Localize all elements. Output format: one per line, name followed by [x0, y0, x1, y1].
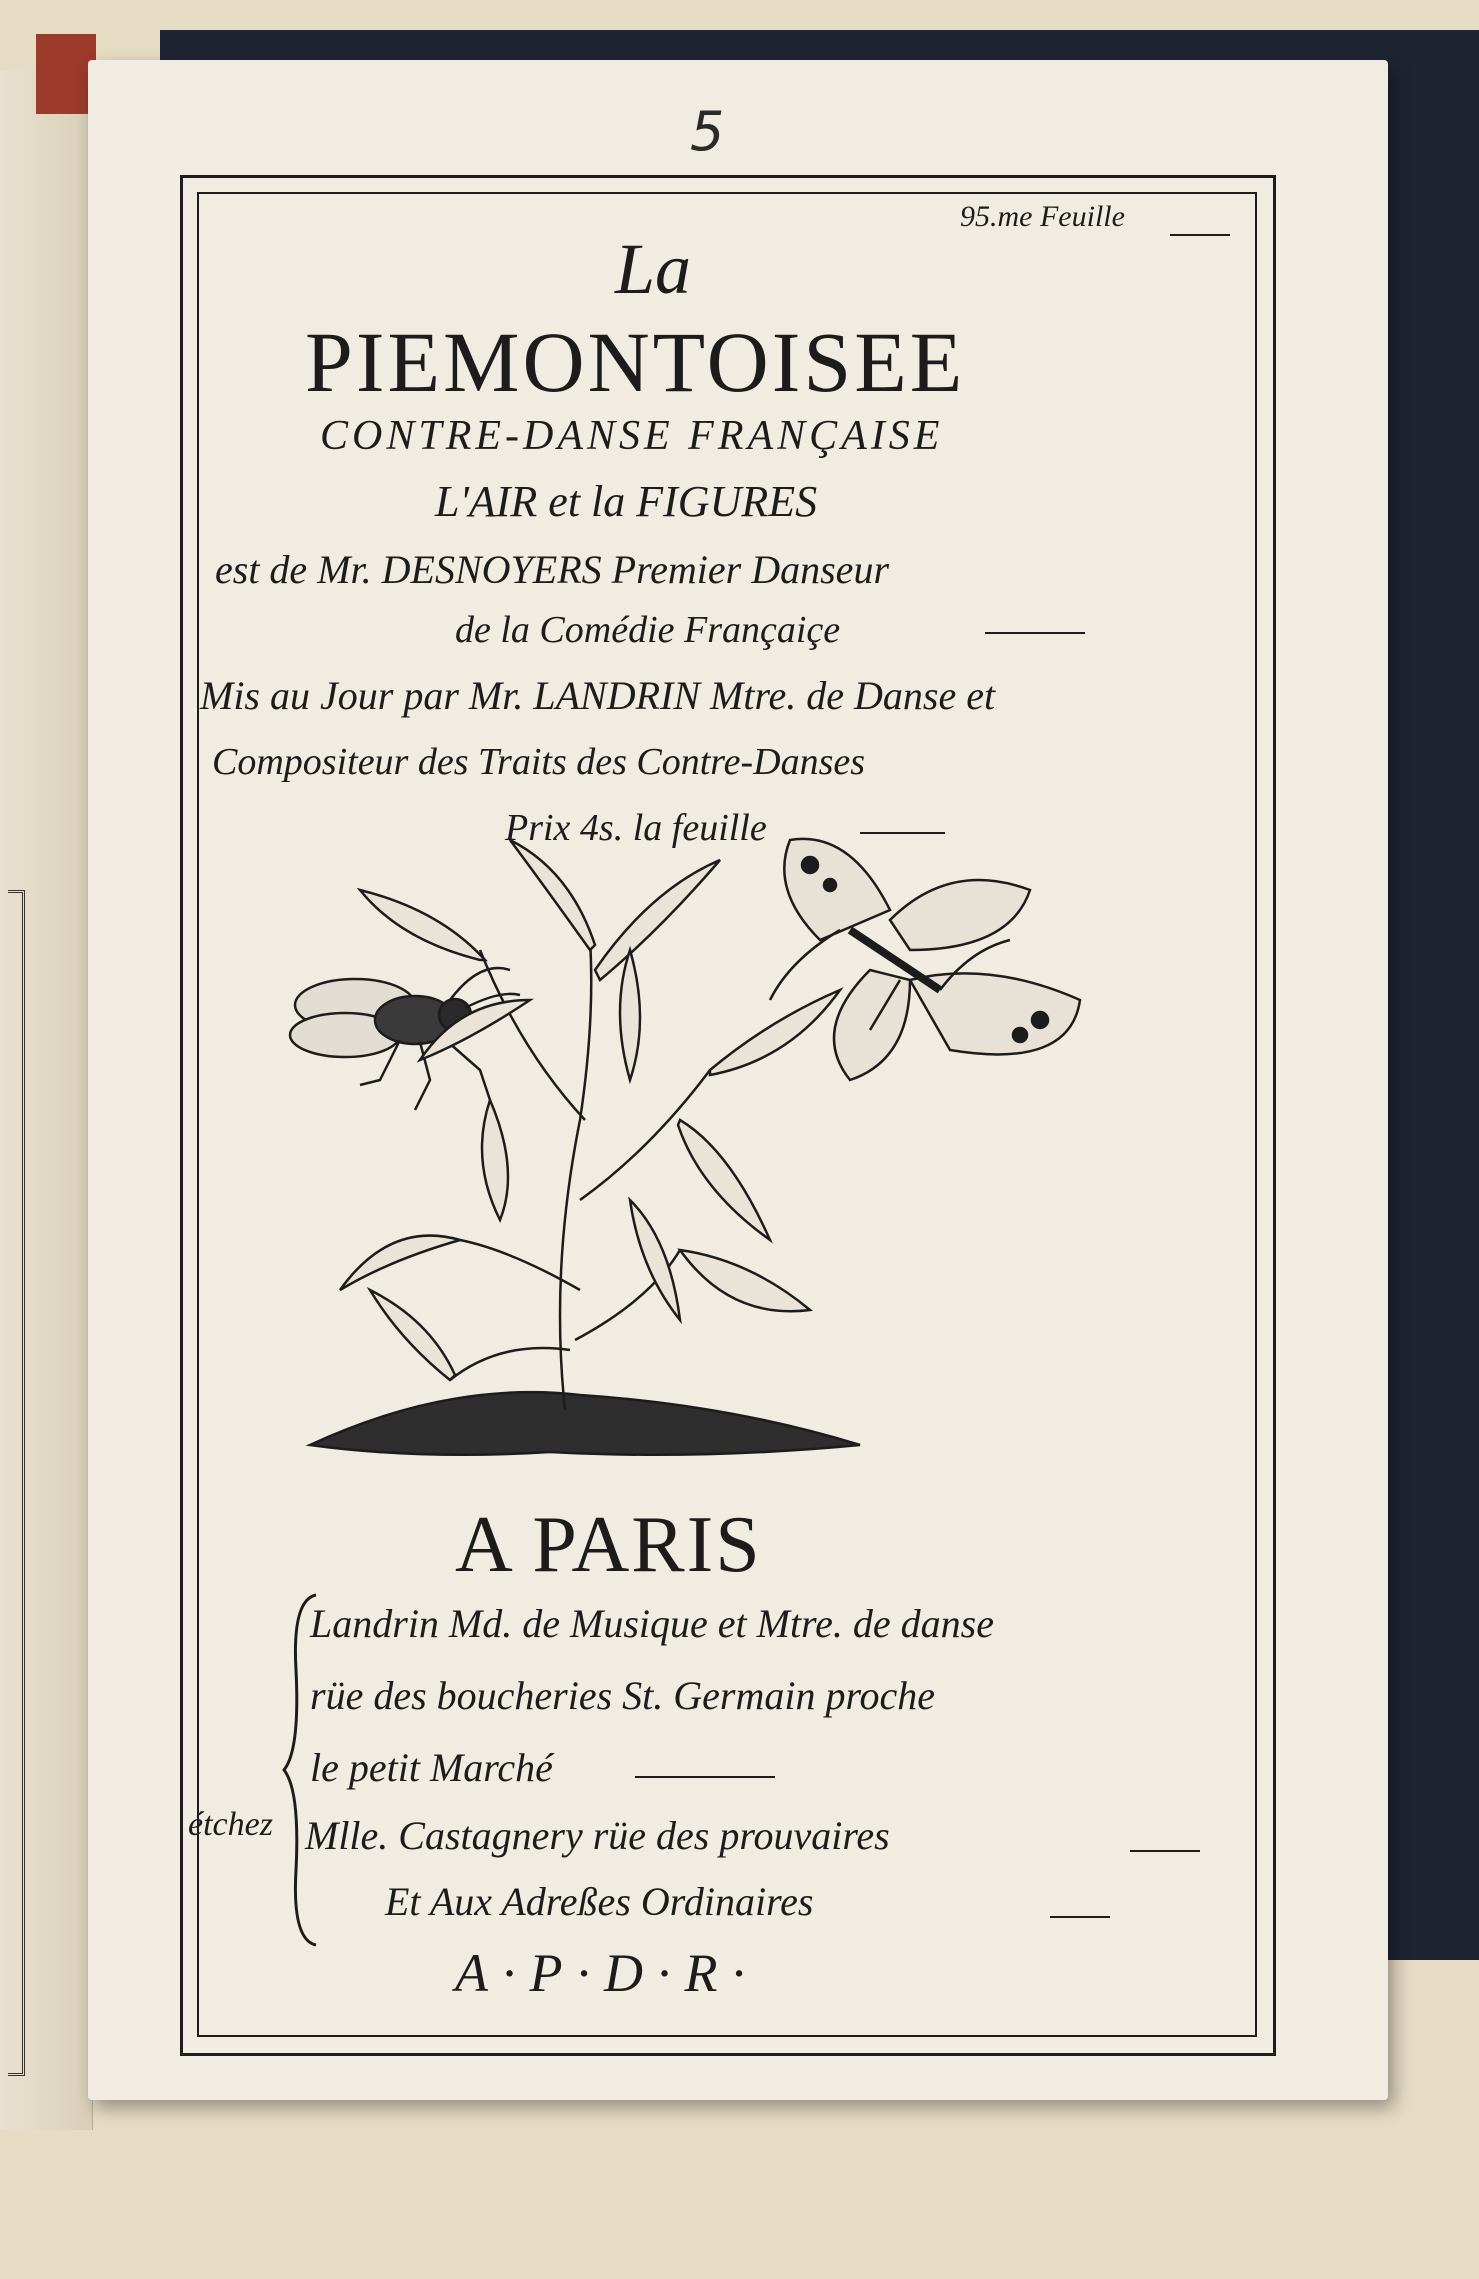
imprint-rule-3: [1050, 1916, 1110, 1918]
comedie-rule: [985, 632, 1085, 634]
imprint-rule-2: [1130, 1850, 1200, 1852]
credit-compositeur: Compositeur des Traits des Contre-Danses: [212, 741, 866, 783]
imprint-line-4: Mlle. Castagnery rüe des prouvaires: [305, 1813, 890, 1858]
title-article: La: [615, 229, 692, 309]
privilege-mark: A·P·D·R·: [455, 1943, 759, 2003]
imprint-line-3: le petit Marché: [310, 1745, 553, 1790]
imprint-city: A PARIS: [455, 1501, 762, 1589]
credit-comedie: de la Comédie Françaiçe: [455, 609, 841, 651]
fly-icon: [290, 968, 520, 1110]
imprint-line-5: Et Aux Adreßes Ordinaires: [385, 1879, 814, 1924]
butterfly-icon: [770, 839, 1080, 1080]
price-line: Prix 4s. la feuille: [505, 807, 767, 849]
sheet-label: 95.me Feuille: [960, 200, 1125, 233]
page-number: 5: [690, 100, 725, 163]
imprint-rule-1: [635, 1776, 775, 1778]
imprint-line-1: Landrin Md. de Musique et Mtre. de danse: [310, 1601, 994, 1646]
credit-composer: est de Mr. DESNOYERS Premier Danseur: [215, 547, 890, 592]
left-facing-page: [0, 70, 93, 2130]
sheet-label-rule: [1170, 234, 1230, 236]
credit-publisher: Mis au Jour par Mr. LANDRIN Mtre. de Danse et: [200, 673, 996, 718]
imprint-line-2: rüe des boucheries St. Germain proche: [310, 1673, 936, 1718]
book-spine: [36, 34, 96, 114]
page-subtitle: CONTRE-DANSE FRANÇAISE: [320, 413, 944, 459]
plant-icon: [310, 840, 860, 1455]
credit-air: L'AIR et la FIGURES: [435, 477, 818, 526]
imprint-chez: étchez: [188, 1806, 273, 1843]
page-title: PIEMONTOISEE: [305, 314, 966, 410]
engraving-illustration: [250, 820, 1100, 1490]
left-page-border: [8, 890, 25, 2076]
